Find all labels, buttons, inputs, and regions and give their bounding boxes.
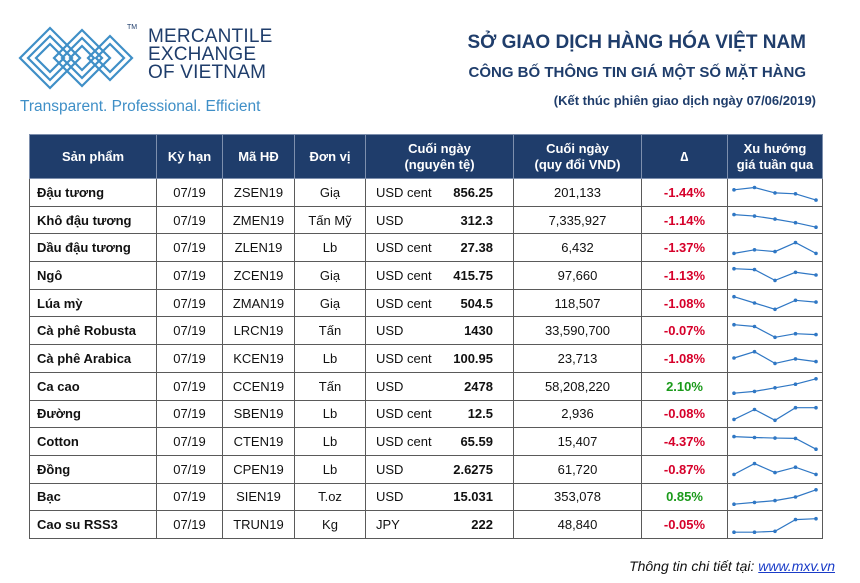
cell-code: CTEN19 — [223, 428, 295, 456]
cell-trend — [728, 455, 823, 483]
session-date: (Kết thúc phiên giao dịch ngày 07/06/2019) — [553, 93, 816, 108]
cell-close: 15.031 — [446, 483, 514, 511]
header-unit: Đơn vị — [295, 135, 366, 179]
sparkline-point — [753, 214, 757, 218]
header-trend — [728, 135, 823, 179]
footer-label: Thông tin chi tiết tại: — [629, 558, 755, 574]
cell-trend — [728, 372, 823, 400]
header-close-original-line-2: (nguyên tệ) — [404, 156, 475, 172]
cell-code: ZSEN19 — [223, 179, 295, 207]
cell-term: 07/19 — [157, 234, 223, 262]
trademark-mark: TM — [127, 24, 138, 31]
footer — [629, 558, 835, 574]
cell-currency: JPY — [366, 511, 446, 539]
cell-currency: USD — [366, 372, 446, 400]
trend-sparkline — [728, 429, 822, 455]
cell-trend — [728, 345, 823, 373]
cell-unit: Tấn Mỹ — [295, 206, 366, 234]
header-close-vnd — [514, 135, 642, 179]
cell-product: Đồng — [30, 455, 157, 483]
sparkline-point — [814, 377, 818, 381]
trend-sparkline — [728, 401, 822, 427]
sparkline-point — [773, 386, 777, 390]
page-title: SỞ GIAO DỊCH HÀNG HÓA VIỆT NAM — [467, 32, 806, 53]
sparkline-point — [732, 502, 736, 506]
cell-delta: -1.44% — [642, 179, 728, 207]
price-table-container — [29, 134, 822, 539]
table-row — [30, 262, 823, 290]
sparkline-point — [814, 360, 818, 364]
sparkline-point — [753, 501, 757, 505]
sparkline-point — [753, 186, 757, 190]
brand-tagline: Transparent. Professional. Efficient — [20, 98, 261, 115]
cell-unit: Lb — [295, 400, 366, 428]
cell-close-vnd: 58,208,220 — [514, 372, 642, 400]
cell-currency: USD cent — [366, 262, 446, 290]
table-row — [30, 345, 823, 373]
sparkline-point — [732, 295, 736, 299]
sparkline-point — [732, 267, 736, 271]
cell-delta: -1.08% — [642, 345, 728, 373]
sparkline-point — [773, 250, 777, 254]
table-row — [30, 400, 823, 428]
cell-delta: 2.10% — [642, 372, 728, 400]
cell-close: 222 — [446, 511, 514, 539]
sparkline-point — [753, 248, 757, 252]
sparkline-point — [753, 301, 757, 305]
cell-term: 07/19 — [157, 511, 223, 539]
brand-name — [148, 28, 272, 82]
sparkline-point — [732, 251, 736, 255]
cell-unit: Giạ — [295, 262, 366, 290]
sparkline-point — [814, 447, 818, 451]
sparkline-point — [732, 434, 736, 438]
cell-close: 856.25 — [446, 179, 514, 207]
cell-term: 07/19 — [157, 372, 223, 400]
cell-trend — [728, 289, 823, 317]
table-row — [30, 234, 823, 262]
sparkline-point — [794, 436, 798, 440]
sparkline-point — [814, 488, 818, 492]
cell-currency: USD — [366, 483, 446, 511]
cell-code: CCEN19 — [223, 372, 295, 400]
cell-term: 07/19 — [157, 455, 223, 483]
footer-link[interactable]: www.mxv.vn — [758, 558, 835, 574]
cell-currency: USD — [366, 317, 446, 345]
sparkline-line — [734, 408, 816, 421]
cell-code: ZMEN19 — [223, 206, 295, 234]
cell-trend — [728, 206, 823, 234]
header-trend-line-1: Xu hướng — [743, 140, 807, 156]
sparkline-point — [794, 495, 798, 499]
sparkline-point — [753, 268, 757, 272]
cell-currency: USD — [366, 455, 446, 483]
sparkline-point — [753, 435, 757, 439]
cell-code: ZMAN19 — [223, 289, 295, 317]
sparkline-point — [814, 251, 818, 255]
trend-sparkline — [728, 179, 822, 205]
sparkline-point — [732, 213, 736, 217]
cell-close-vnd: 61,720 — [514, 455, 642, 483]
cell-delta: -1.08% — [642, 289, 728, 317]
sparkline-point — [732, 417, 736, 421]
trend-sparkline — [728, 235, 822, 261]
trend-sparkline — [728, 318, 822, 344]
cell-product: Ngô — [30, 262, 157, 290]
cell-close-vnd: 201,133 — [514, 179, 642, 207]
cell-close-vnd: 23,713 — [514, 345, 642, 373]
sparkline-point — [732, 357, 736, 361]
cell-product: Ca cao — [30, 372, 157, 400]
sparkline-point — [773, 529, 777, 533]
cell-currency: USD cent — [366, 428, 446, 456]
cell-close-vnd: 2,936 — [514, 400, 642, 428]
cell-term: 07/19 — [157, 179, 223, 207]
trend-sparkline — [728, 207, 822, 233]
sparkline-point — [753, 530, 757, 534]
sparkline-point — [773, 217, 777, 221]
header-delta: ∆ — [642, 135, 728, 179]
cell-close: 100.95 — [446, 345, 514, 373]
table-row — [30, 372, 823, 400]
sparkline-point — [814, 516, 818, 520]
cell-trend — [728, 179, 823, 207]
sparkline-point — [732, 473, 736, 477]
cell-close: 65.59 — [446, 428, 514, 456]
sparkline-point — [732, 323, 736, 327]
sparkline-point — [773, 436, 777, 440]
cell-term: 07/19 — [157, 345, 223, 373]
sparkline-point — [794, 299, 798, 303]
table-row — [30, 455, 823, 483]
cell-product: Cà phê Robusta — [30, 317, 157, 345]
cell-unit: Lb — [295, 345, 366, 373]
cell-code: TRUN19 — [223, 511, 295, 539]
cell-currency: USD — [366, 206, 446, 234]
trend-sparkline — [728, 456, 822, 482]
trend-sparkline — [728, 512, 822, 538]
sparkline-line — [734, 297, 816, 310]
sparkline-line — [734, 379, 816, 393]
cell-close: 2478 — [446, 372, 514, 400]
cell-product: Dầu đậu tương — [30, 234, 157, 262]
cell-currency: USD cent — [366, 345, 446, 373]
sparkline-point — [794, 192, 798, 196]
cell-close: 12.5 — [446, 400, 514, 428]
cell-unit: Tấn — [295, 372, 366, 400]
cell-unit: Kg — [295, 511, 366, 539]
mxv-logo-icon — [14, 22, 134, 94]
cell-delta: -4.37% — [642, 428, 728, 456]
sparkline-point — [794, 517, 798, 521]
cell-currency: USD cent — [366, 179, 446, 207]
sparkline-line — [734, 324, 816, 337]
table-header-row — [30, 135, 823, 179]
trend-sparkline — [728, 373, 822, 399]
table-row — [30, 483, 823, 511]
trend-sparkline — [728, 345, 822, 371]
brand-line-1: MERCANTILE — [148, 26, 273, 47]
sparkline-point — [794, 271, 798, 275]
cell-close-vnd: 48,840 — [514, 511, 642, 539]
sparkline-point — [753, 462, 757, 466]
cell-close: 504.5 — [446, 289, 514, 317]
cell-currency: USD cent — [366, 234, 446, 262]
cell-trend — [728, 262, 823, 290]
cell-delta: -1.37% — [642, 234, 728, 262]
sparkline-point — [753, 408, 757, 412]
cell-delta: -1.14% — [642, 206, 728, 234]
cell-term: 07/19 — [157, 262, 223, 290]
sparkline-point — [814, 225, 818, 229]
sparkline-point — [732, 392, 736, 396]
brand-line-3: OF VIETNAM — [148, 62, 267, 83]
sparkline-point — [794, 241, 798, 245]
cell-unit: Giạ — [295, 179, 366, 207]
cell-close-vnd: 7,335,927 — [514, 206, 642, 234]
sparkline-point — [794, 221, 798, 225]
sparkline-point — [794, 358, 798, 362]
cell-product: Cao su RSS3 — [30, 511, 157, 539]
cell-close-vnd: 97,660 — [514, 262, 642, 290]
table-row — [30, 289, 823, 317]
sparkline-point — [814, 274, 818, 278]
cell-delta: -1.13% — [642, 262, 728, 290]
sparkline-point — [773, 279, 777, 283]
sparkline-point — [794, 406, 798, 410]
brand-line-2: EXCHANGE — [148, 44, 257, 65]
cell-close: 27.38 — [446, 234, 514, 262]
trend-sparkline — [728, 290, 822, 316]
price-table — [29, 134, 823, 539]
trend-sparkline — [728, 484, 822, 510]
cell-close: 312.3 — [446, 206, 514, 234]
cell-code: ZLEN19 — [223, 234, 295, 262]
cell-unit: Giạ — [295, 289, 366, 317]
sparkline-point — [753, 390, 757, 394]
cell-code: ZCEN19 — [223, 262, 295, 290]
sparkline-point — [753, 324, 757, 328]
sparkline-point — [732, 188, 736, 192]
cell-unit: Lb — [295, 455, 366, 483]
cell-currency: USD cent — [366, 289, 446, 317]
cell-unit: Tấn — [295, 317, 366, 345]
cell-product: Khô đậu tương — [30, 206, 157, 234]
sparkline-point — [773, 471, 777, 475]
table-row — [30, 428, 823, 456]
cell-trend — [728, 317, 823, 345]
table-row — [30, 206, 823, 234]
sparkline-point — [794, 383, 798, 387]
header-close-original-line-1: Cuối ngày — [408, 140, 471, 156]
sparkline-point — [773, 308, 777, 312]
cell-close: 1430 — [446, 317, 514, 345]
page-subtitle: CÔNG BỐ THÔNG TIN GIÁ MỘT SỐ MẶT HÀNG — [468, 64, 806, 81]
cell-delta: -0.08% — [642, 400, 728, 428]
sparkline-point — [814, 473, 818, 477]
cell-term: 07/19 — [157, 289, 223, 317]
sparkline-point — [814, 199, 818, 203]
trend-sparkline — [728, 262, 822, 288]
cell-product: Bạc — [30, 483, 157, 511]
sparkline-point — [732, 530, 736, 534]
cell-code: CPEN19 — [223, 455, 295, 483]
header-product: Sản phẩm — [30, 135, 157, 179]
sparkline-point — [753, 350, 757, 354]
header-code: Mã HĐ — [223, 135, 295, 179]
price-table-body — [30, 179, 823, 539]
cell-code: SIEN19 — [223, 483, 295, 511]
header-close-vnd-line-2: (quy đổi VND) — [534, 156, 621, 172]
cell-delta: -0.87% — [642, 455, 728, 483]
cell-product: Cà phê Arabica — [30, 345, 157, 373]
cell-product: Đường — [30, 400, 157, 428]
cell-trend — [728, 234, 823, 262]
sparkline-point — [814, 333, 818, 337]
sparkline-point — [773, 499, 777, 503]
cell-close-vnd: 353,078 — [514, 483, 642, 511]
header-close-original — [366, 135, 514, 179]
cell-currency: USD cent — [366, 400, 446, 428]
cell-term: 07/19 — [157, 317, 223, 345]
table-row — [30, 179, 823, 207]
cell-code: LRCN19 — [223, 317, 295, 345]
cell-close-vnd: 6,432 — [514, 234, 642, 262]
cell-term: 07/19 — [157, 206, 223, 234]
cell-trend — [728, 483, 823, 511]
cell-close-vnd: 15,407 — [514, 428, 642, 456]
cell-product: Cotton — [30, 428, 157, 456]
sparkline-point — [814, 300, 818, 304]
cell-unit: Lb — [295, 428, 366, 456]
cell-product: Đậu tương — [30, 179, 157, 207]
sparkline-point — [814, 406, 818, 410]
sparkline-point — [773, 362, 777, 366]
sparkline-point — [794, 466, 798, 470]
cell-close-vnd: 118,507 — [514, 289, 642, 317]
sparkline-point — [773, 191, 777, 195]
cell-term: 07/19 — [157, 428, 223, 456]
header-trend-line-2: giá tuần qua — [736, 156, 814, 172]
cell-term: 07/19 — [157, 483, 223, 511]
header-close-vnd-line-1: Cuối ngày — [546, 140, 609, 156]
cell-product: Lúa mỳ — [30, 289, 157, 317]
sparkline-point — [794, 332, 798, 336]
cell-unit: T.oz — [295, 483, 366, 511]
cell-code: SBEN19 — [223, 400, 295, 428]
cell-trend — [728, 511, 823, 539]
cell-close-vnd: 33,590,700 — [514, 317, 642, 345]
cell-term: 07/19 — [157, 400, 223, 428]
cell-code: KCEN19 — [223, 345, 295, 373]
cell-close: 415.75 — [446, 262, 514, 290]
table-row — [30, 317, 823, 345]
cell-unit: Lb — [295, 234, 366, 262]
sparkline-point — [773, 418, 777, 422]
sparkline-point — [773, 335, 777, 339]
table-row — [30, 511, 823, 539]
cell-delta: -0.05% — [642, 511, 728, 539]
cell-trend — [728, 400, 823, 428]
cell-trend — [728, 428, 823, 456]
header-term: Kỳ hạn — [157, 135, 223, 179]
cell-close: 2.6275 — [446, 455, 514, 483]
cell-delta: 0.85% — [642, 483, 728, 511]
cell-delta: -0.07% — [642, 317, 728, 345]
